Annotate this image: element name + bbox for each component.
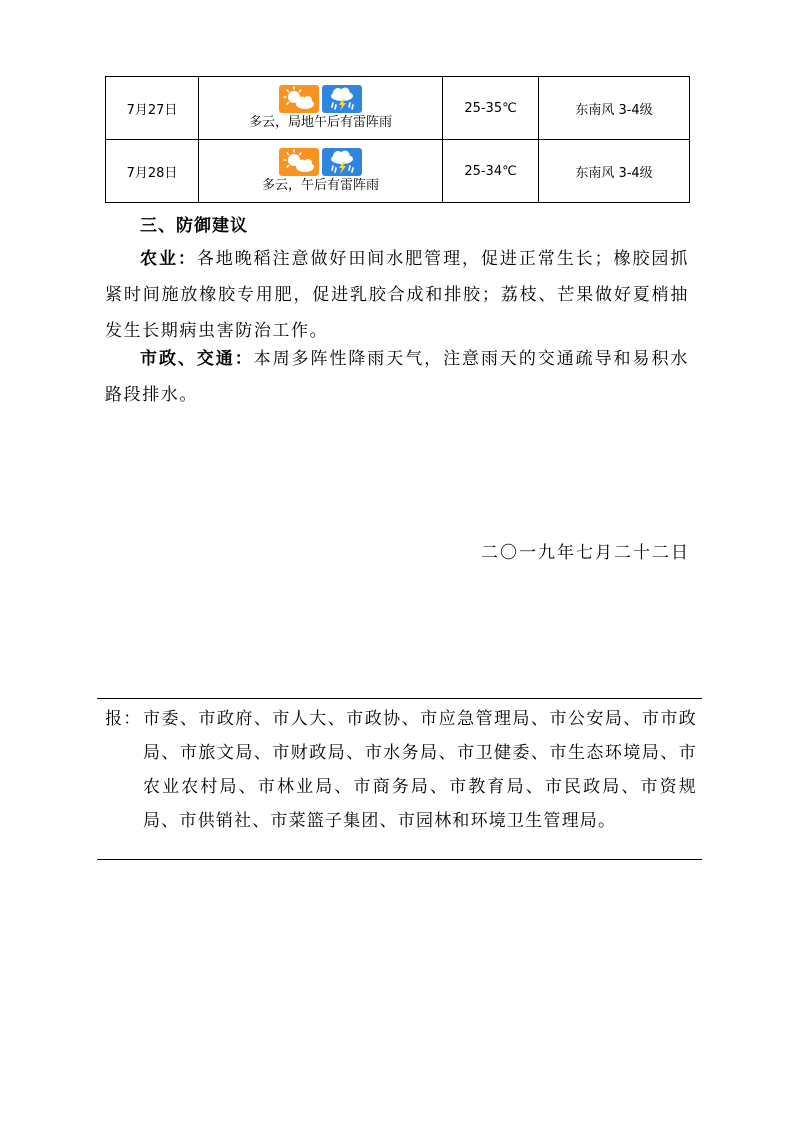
date-cell: 7月27日: [106, 77, 199, 140]
traffic-label: 市政、交通：: [140, 349, 254, 369]
agriculture-paragraph: [105, 241, 689, 349]
weather-description: 多云，午后有雷阵雨: [261, 178, 379, 193]
weather-cell: [199, 77, 443, 140]
table-row: [106, 77, 690, 140]
top-divider: [97, 698, 702, 699]
date-cell: 7月28日: [106, 140, 199, 203]
weather-description: 多云，局地午后有雷阵雨: [248, 115, 392, 130]
partly-cloudy-sun-icon: [279, 148, 319, 176]
agriculture-text: 各地晚稻注意做好田间水肥管理，促进正常生长；橡胶园抓紧时间施放橡胶专用肥，促进乳胶合成和排胶；荔枝、芒果做好夏梢抽发生长期病虫害防治工作。: [105, 249, 689, 341]
table-row: [106, 140, 690, 203]
partly-cloudy-sun-icon: [279, 85, 319, 113]
agriculture-label: 农业：: [140, 249, 197, 269]
report-section: [105, 702, 697, 838]
section-heading: 三、防御建议: [140, 216, 248, 236]
bottom-divider: [97, 859, 702, 860]
report-recipients: 市委、市政府、市人大、市政协、市应急管理局、市公安局、市市政局、市旅文局、市财政局、市水务局、市卫健委、市生态环境局、市农业农村局、市林业局、市商务局、市教育局、市民政局、市资规局、市供销社、市菜篮子集团、市园林和环境卫生管理局。: [143, 709, 697, 831]
weather-cell: [199, 140, 443, 203]
thunderstorm-rain-icon: [322, 148, 362, 176]
wind-cell: 东南风 3-4级: [539, 140, 690, 203]
forecast-table: [105, 76, 690, 203]
temperature-cell: 25-35℃: [443, 77, 539, 140]
report-label: 报：: [105, 709, 142, 729]
thunderstorm-rain-icon: [322, 85, 362, 113]
wind-cell: 东南风 3-4级: [539, 77, 690, 140]
traffic-text: 本周多阵性降雨天气，注意雨天的交通疏导和易积水路段排水。: [105, 349, 689, 405]
temperature-cell: 25-34℃: [443, 140, 539, 203]
document-date: 二〇一九年七月二十二日: [481, 543, 690, 563]
traffic-paragraph: [105, 341, 689, 413]
